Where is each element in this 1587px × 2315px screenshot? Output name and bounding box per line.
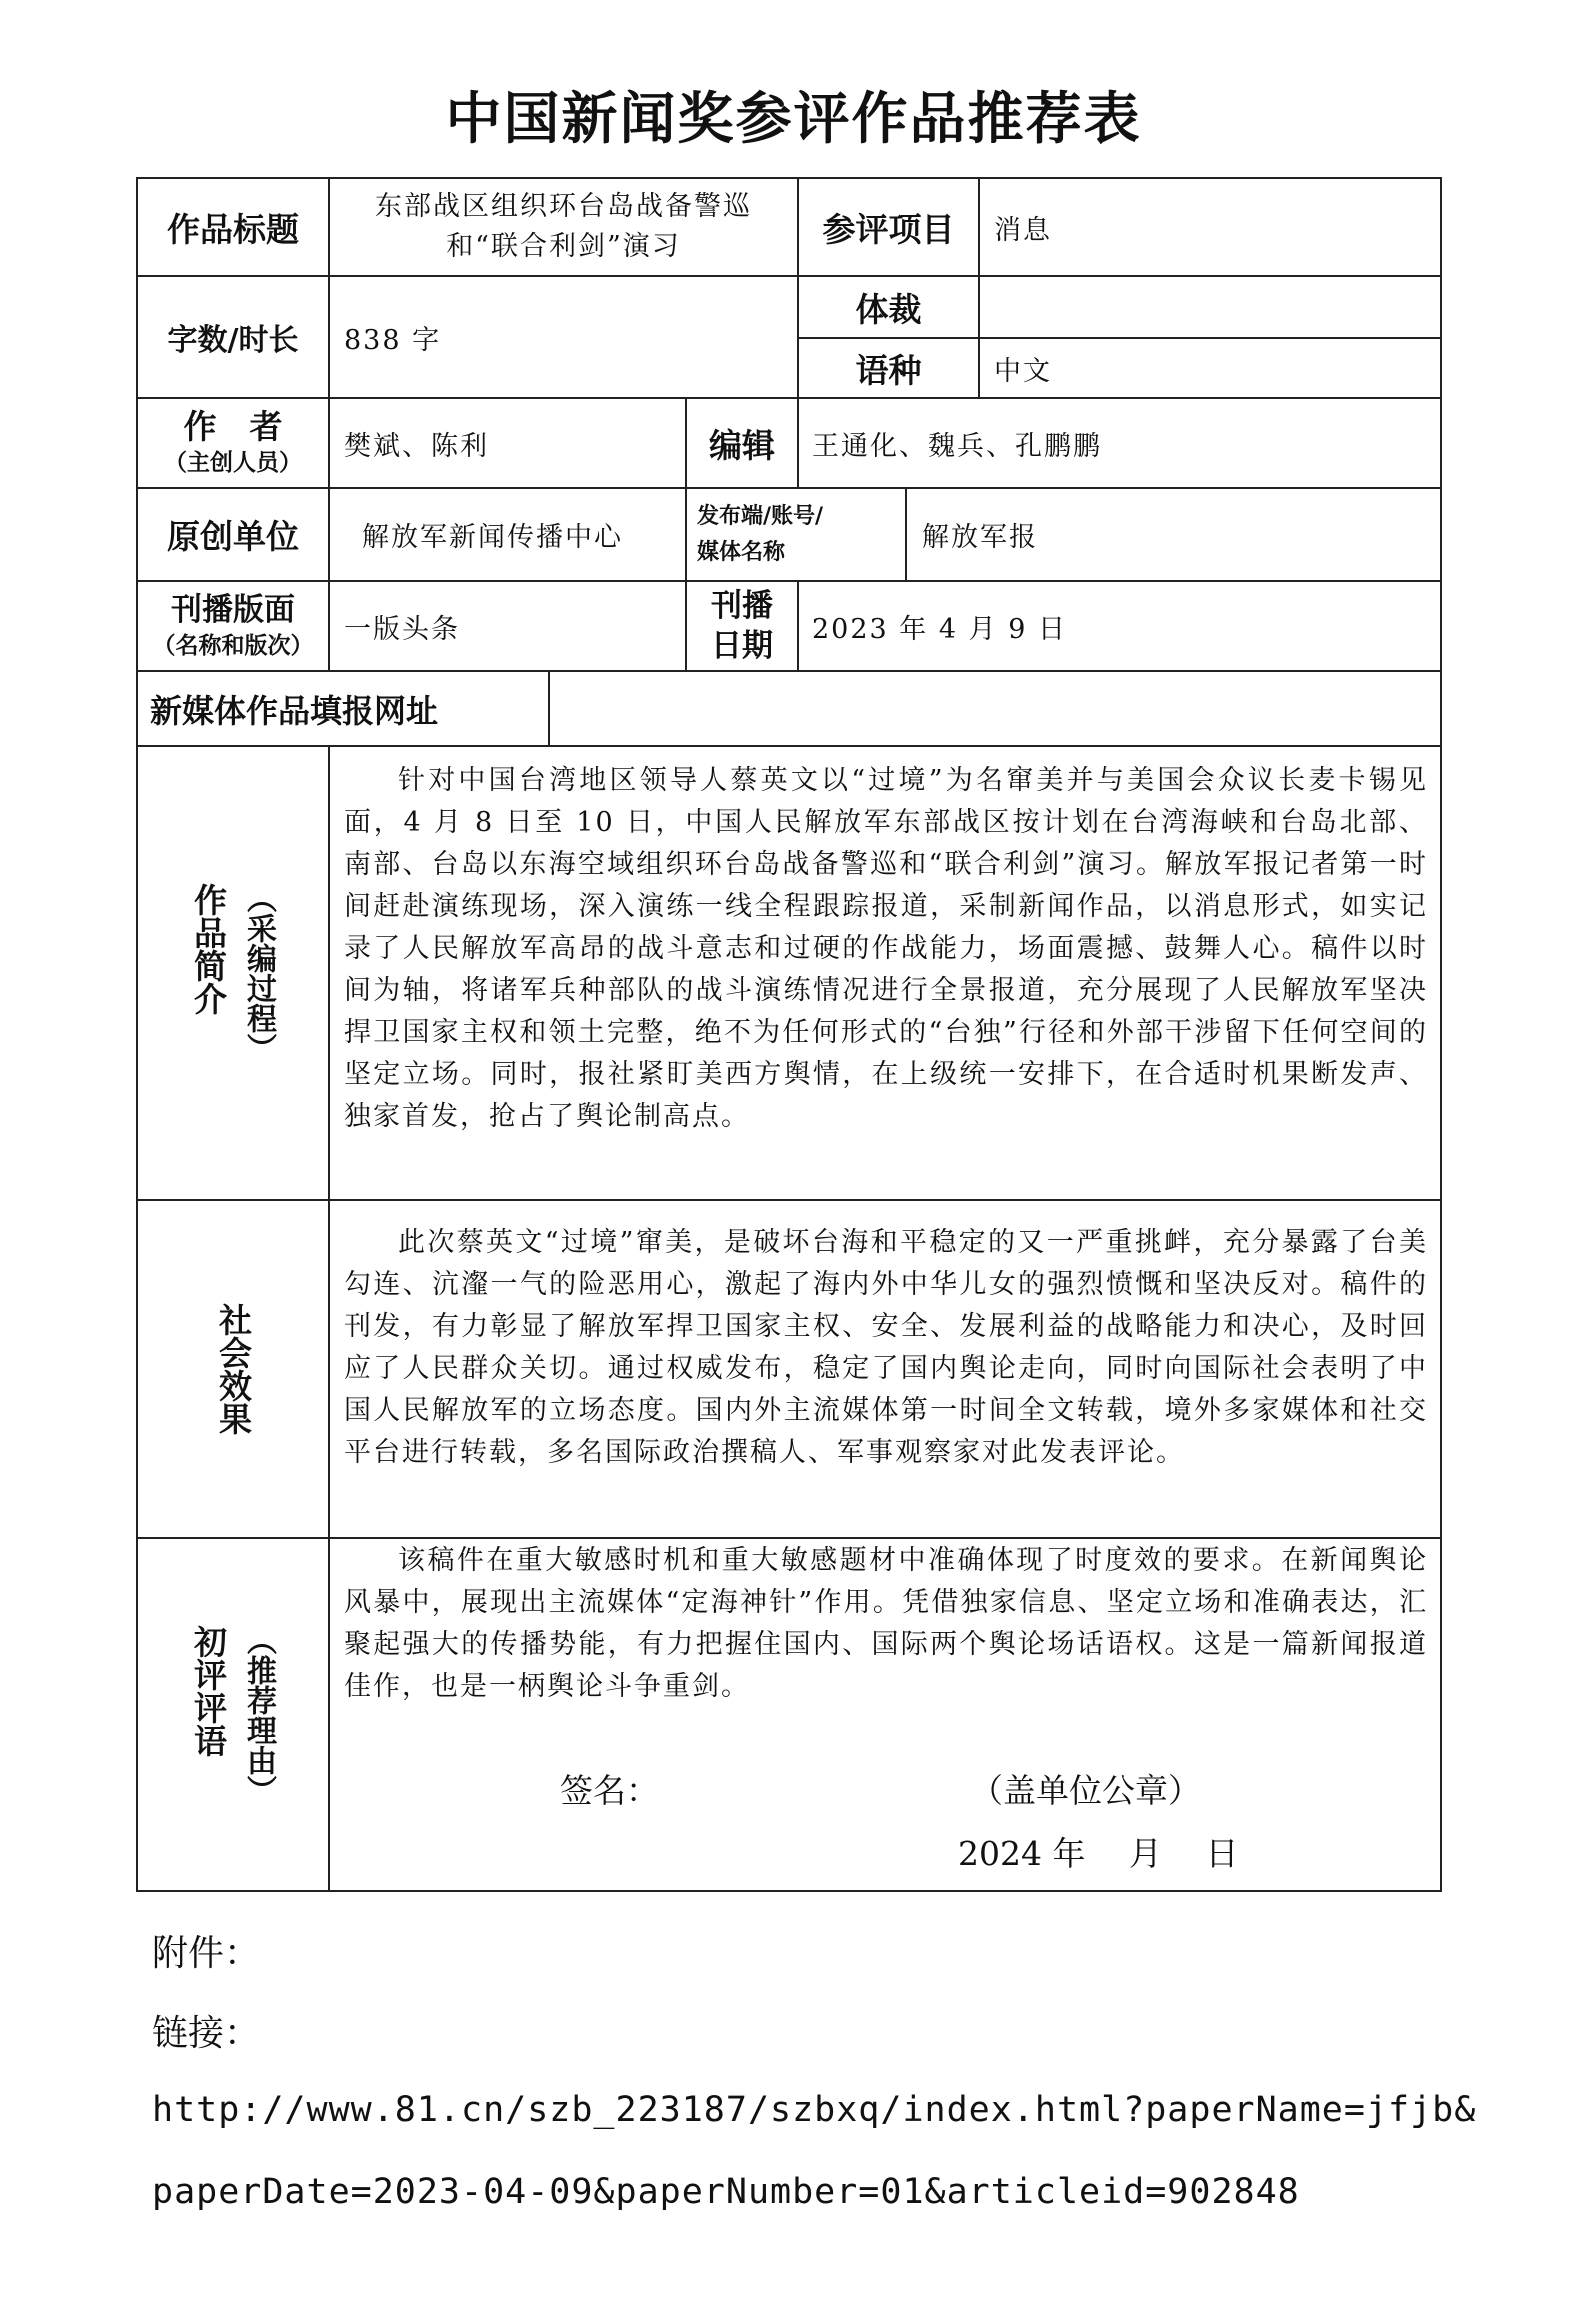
title-value-line2: 和“联合利剑”演习	[446, 231, 681, 262]
process-text: 针对中国台湾地区领导人蔡英文以“过境”为名窜美并与美国会众议长麦卡锡见面，4 月 8 日至 10 日，中国人民解放军东部战区按计划在台湾海峡和台岛北部、南部、台岛以东海空域组织环台岛战备警巡和“联合利剑”演习。解放军报记者第一时间赶赴演练现场，深入演练一线全程跟踪报道，采制新闻作品，以消息形式，如实记录了人民解放军高昂的战斗意志和过硬的作战能力，场面震撼、鼓舞人心。稿件以时间为轴，将诸军兵种部队的战斗演练情况进行全景报道，充分展现了人民解放军坚决捍卫国家主权和领土完整，绝不为任何形式的“台独”行径和外部干涉留下任何空间的坚定立场。同时，报社紧盯美西方舆情，在上级统一安排下，在合适时机果断发声、独家首发，抢占了舆论制高点。	[344, 765, 1428, 1132]
project-value: 消息	[994, 214, 1052, 246]
newmedia-label: 新媒体作品填报网址	[150, 691, 439, 730]
process-label-col2: （采编过程）	[241, 883, 276, 1063]
author-sublabel: （主创人员）	[164, 450, 302, 476]
page-value: 一版头条	[344, 613, 460, 645]
review-label	[138, 1539, 328, 1890]
author-value: 樊斌、陈利	[344, 430, 489, 462]
url-line1[interactable]: http://www.81.cn/szb_223187/szbxq/index.html?paperName=jfjb&	[152, 2090, 1477, 2130]
sign-label: 签名：	[560, 1771, 659, 1810]
date-value: 2023 年 4 月 9 日	[812, 613, 1067, 645]
sign-date: 2024 年 月 日	[958, 1834, 1239, 1873]
title-label: 作品标题	[167, 209, 299, 249]
title-value-line1: 东部战区组织环台岛战备警巡	[375, 191, 752, 222]
effect-label-text: 社会效果	[214, 1303, 253, 1435]
page-label-line2: （名称和版次）	[152, 633, 314, 659]
link-label: 链接：	[152, 2013, 261, 2054]
author-label: 作 者	[183, 407, 283, 446]
length-label: 字数/时长	[167, 323, 299, 358]
review-text: 该稿件在重大敏感时机和重大敏感题材中准确体现了时度效的要求。在新闻舆论风暴中，展现出主流媒体“定海神针”作用。凭借独家信息、坚定立场和准确表达，汇聚起强大的传播势能，有力把握住国内、国际两个舆论场话语权。这是一篇新闻报道佳作，也是一柄舆论斗争重剑。	[344, 1545, 1428, 1702]
date-label	[687, 582, 797, 670]
genre-label: 体裁	[855, 289, 922, 329]
attachment-label: 附件：	[152, 1933, 261, 1974]
genre-value	[994, 277, 1434, 337]
publisher-value: 解放军报	[922, 522, 1038, 553]
url-line2[interactable]: paperDate=2023-04-09&paperNumber=01&articleid=902848	[152, 2172, 1300, 2212]
newmedia-value	[560, 672, 1430, 745]
language-value: 中文	[994, 355, 1052, 387]
publisher-label-line1: 发布端/账号/	[697, 503, 824, 529]
publisher-label-line2: 媒体名称	[697, 539, 786, 565]
page-label-line1: 刊播版面	[171, 592, 295, 628]
date-label-line2: 日期	[711, 628, 773, 664]
length-value: 838 字	[344, 324, 442, 356]
page-title: 中国新闻奖参评作品推荐表	[445, 86, 1142, 152]
publisher-label	[697, 489, 905, 580]
effect-text: 此次蔡英文“过境”窜美，是破坏台海和平稳定的又一严重挑衅，充分暴露了台美勾连、沆瀣一气的险恶用心，激起了海内外中华儿女的强烈愤慨和坚决反对。稿件的刊发，有力彰显了解放军捍卫国家主权、安全、发展利益的战略能力和决心，及时回应了人民群众关切。通过权威发布，稳定了国内舆论走向，同时向国际社会表明了中国人民解放军的立场态度。国内外主流媒体第一时间全文转载，境外多家媒体和社交平台进行转载，多名国际政治撰稿人、军事观察家对此发表评论。	[344, 1227, 1428, 1468]
language-label: 语种	[855, 350, 922, 390]
unit-value: 解放军新闻传播中心	[362, 522, 623, 553]
unit-label: 原创单位	[167, 517, 299, 556]
author-label-cell	[138, 399, 328, 487]
effect-label	[138, 1201, 328, 1537]
editor-label: 编辑	[709, 425, 775, 465]
review-label-col1: 初评评语	[189, 1624, 228, 1757]
process-label-col1: 作品简介	[189, 883, 228, 1015]
page-label	[138, 582, 328, 670]
project-label: 参评项目	[822, 209, 955, 249]
seal-label: （盖单位公章）	[970, 1771, 1201, 1810]
title-value	[330, 179, 797, 275]
review-label-col2: （推荐理由）	[241, 1624, 276, 1805]
date-label-line1: 刊播	[711, 588, 773, 624]
process-label	[138, 747, 328, 1199]
editor-value: 王通化、魏兵、孔鹏鹏	[812, 430, 1102, 462]
